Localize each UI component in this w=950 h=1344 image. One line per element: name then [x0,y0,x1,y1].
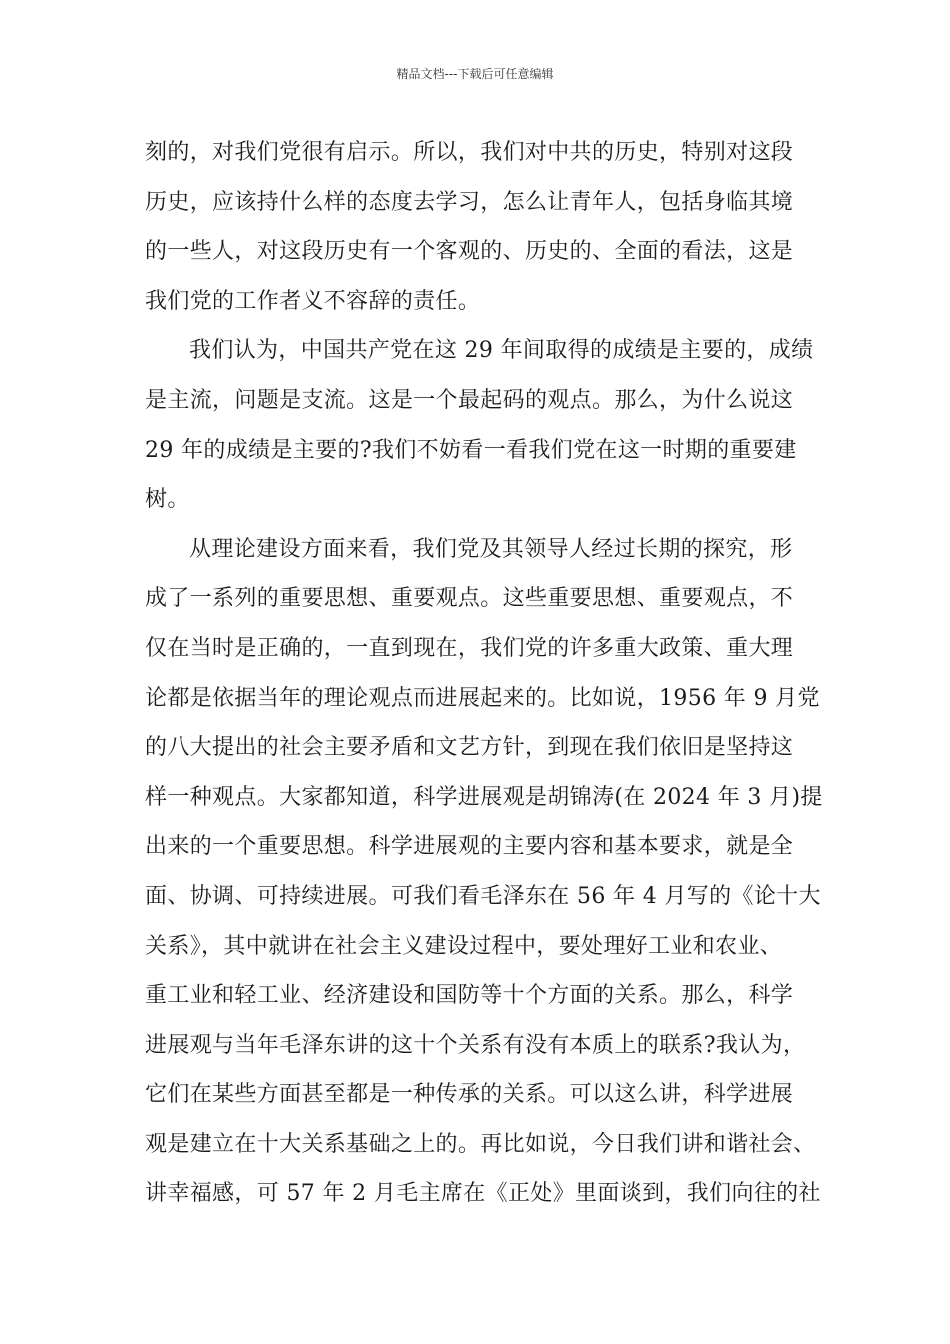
text-line: 讲幸福感，可 57 年 2 月毛主席在《正处》里面谈到，我们向往的社 [145,1181,821,1207]
text-line: 的八大提出的社会主要矛盾和文艺方针，到现在我们依旧是坚持这 [145,735,794,761]
text-line: 重工业和轻工业、经济建设和国防等十个方面的关系。那么，科学 [145,983,794,1009]
text-line: 29 年的成绩是主要的?我们不妨看一看我们党在这一时期的重要建 [145,437,797,463]
text-line: 出来的一个重要思想。科学进展观的主要内容和基本要求，就是全 [145,834,794,860]
text-line: 历史，应该持什么样的态度去学习，怎么让青年人，包括身临其境 [145,189,794,215]
text-line: 我们认为，中国共产党在这 29 年间取得的成绩是主要的，成绩 [189,338,814,364]
page-header: 精品文档---下载后可任意编辑 [396,67,554,81]
text-line: 的一些人，对这段历史有一个客观的、历史的、全面的看法，这是 [145,239,794,265]
text-line: 关系》，其中就讲在社会主义建设过程中，要处理好工业和农业、 [145,933,783,959]
text-line: 我们党的工作者义不容辞的责任。 [145,288,481,314]
text-line: 观是建立在十大关系基础之上的。再比如说，今日我们讲和谐社会、 [145,1131,816,1157]
text-line: 仅在当时是正确的，一直到现在，我们党的许多重大政策、重大理 [145,635,794,661]
text-line: 是主流，问题是支流。这是一个最起码的观点。那么，为什么说这 [145,387,794,413]
text-line: 树。 [145,487,190,513]
text-line: 论都是依据当年的理论观点而进展起来的。比如说，1956 年 9 月党 [145,685,820,711]
text-line: 从理论建设方面来看，我们党及其领导人经过长期的探究，形 [189,536,793,562]
text-line: 刻的，对我们党很有启示。所以，我们对中共的历史，特别对这段 [145,140,794,165]
document-body [145,128,823,1219]
text-line: 它们在某些方面甚至都是一种传承的关系。可以这么讲，科学进展 [145,1082,794,1108]
text-line: 面、协调、可持续进展。可我们看毛泽东在 56 年 4 月写的《论十大 [145,883,821,909]
text-line: 样一种观点。大家都知道，科学进展观是胡锦涛(在 2024 年 3 月)提 [145,784,823,810]
text-line: 进展观与当年毛泽东讲的这十个关系有没有本质上的联系?我认为， [145,1032,806,1058]
text-line: 成了一系列的重要思想、重要观点。这些重要思想、重要观点，不 [145,586,794,612]
